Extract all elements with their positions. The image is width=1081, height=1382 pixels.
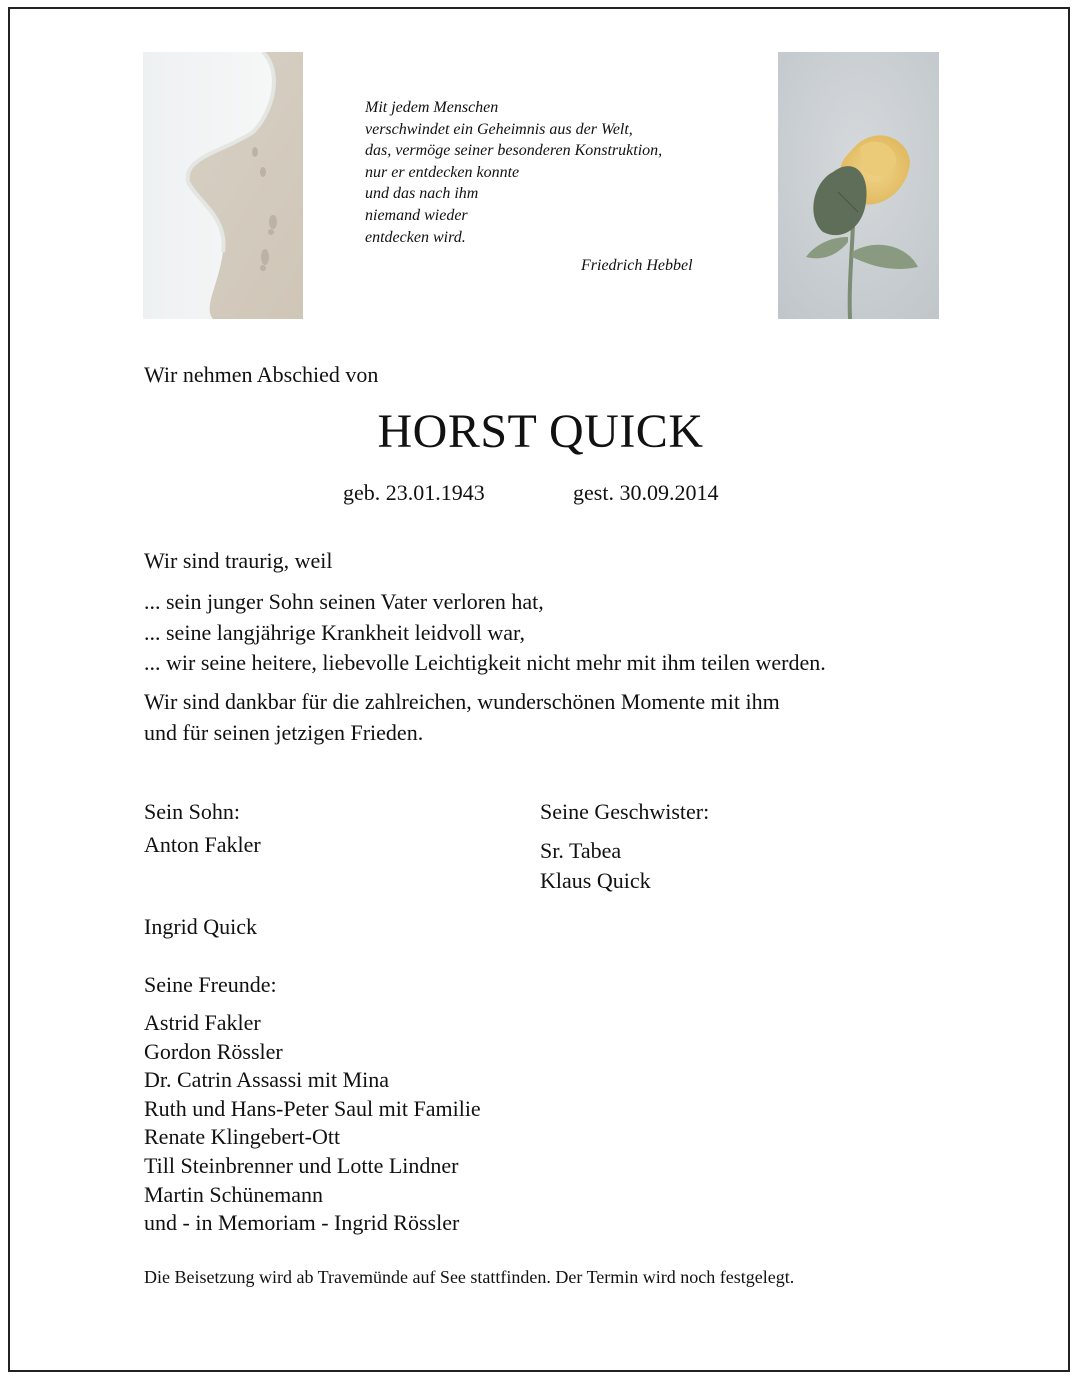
- quote-line: verschwindet ein Geheimnis aus der Welt,: [365, 120, 633, 138]
- friend-name: und - in Memoriam - Ingrid Rössler: [144, 1210, 460, 1236]
- burial-note: Die Beisetzung wird ab Travemünde auf See stattfinden. Der Termin wird noch festgelegt.: [144, 1267, 795, 1287]
- thanks-line: und für seinen jetzigen Frieden.: [144, 719, 424, 745]
- beach-footprints-photo: [143, 52, 303, 319]
- friend-name: Martin Schünemann: [144, 1181, 324, 1207]
- friend-name: Renate Klingebert-Ott: [144, 1124, 341, 1150]
- yellow-rose-photo: [778, 52, 939, 319]
- quote-line: entdecken wird.: [365, 228, 466, 246]
- quote-line: und das nach ihm: [365, 185, 479, 203]
- son-label: Sein Sohn:: [144, 799, 240, 824]
- quote-author: Friedrich Hebbel: [581, 257, 693, 274]
- friend-name: Dr. Catrin Assassi mit Mina: [144, 1067, 390, 1093]
- quote-line: Mit jedem Menschen: [365, 99, 499, 116]
- intro-text: Wir nehmen Abschied von: [144, 362, 379, 387]
- friend-name: Astrid Fakler: [144, 1010, 261, 1035]
- friend-name: Till Steinbrenner und Lotte Lindner: [144, 1152, 459, 1178]
- friend-name: Ruth und Hans-Peter Saul mit Familie: [144, 1095, 481, 1121]
- death-date: gest. 30.09.2014: [573, 480, 719, 505]
- thanks-line: Wir sind dankbar für die zahlreichen, wunderschönen Momente mit ihm: [144, 689, 780, 714]
- quote: [365, 97, 662, 248]
- sibling-name: Klaus Quick: [540, 867, 651, 893]
- reasons-list: [144, 587, 826, 679]
- sibling-name: Sr. Tabea: [540, 838, 622, 863]
- son-name: Anton Fakler: [144, 832, 261, 857]
- thanks-text: [144, 687, 780, 748]
- quote-line: niemand wieder: [365, 206, 468, 224]
- siblings-list: [540, 836, 651, 895]
- reason-line: ... wir seine heitere, liebevolle Leichtigkeit nicht mehr mit ihm teilen werden.: [144, 650, 826, 675]
- friends-list: [144, 1009, 481, 1238]
- birth-date: geb. 23.01.1943: [343, 480, 485, 505]
- reason-line: ... seine langjährige Krankheit leidvoll war,: [144, 619, 525, 645]
- friend-name: Gordon Rössler: [144, 1038, 283, 1064]
- deceased-name: HORST QUICK: [377, 405, 704, 458]
- siblings-label: Seine Geschwister:: [540, 799, 710, 824]
- sad-heading: Wir sind traurig, weil: [144, 548, 333, 573]
- quote-line: nur er entdecken konnte: [365, 163, 520, 181]
- reason-line: ... sein junger Sohn seinen Vater verloren hat,: [144, 589, 544, 614]
- mourner-name: Ingrid Quick: [144, 914, 258, 939]
- quote-line: das, vermöge seiner besonderen Konstruktion,: [365, 142, 663, 160]
- friends-label: Seine Freunde:: [144, 972, 277, 997]
